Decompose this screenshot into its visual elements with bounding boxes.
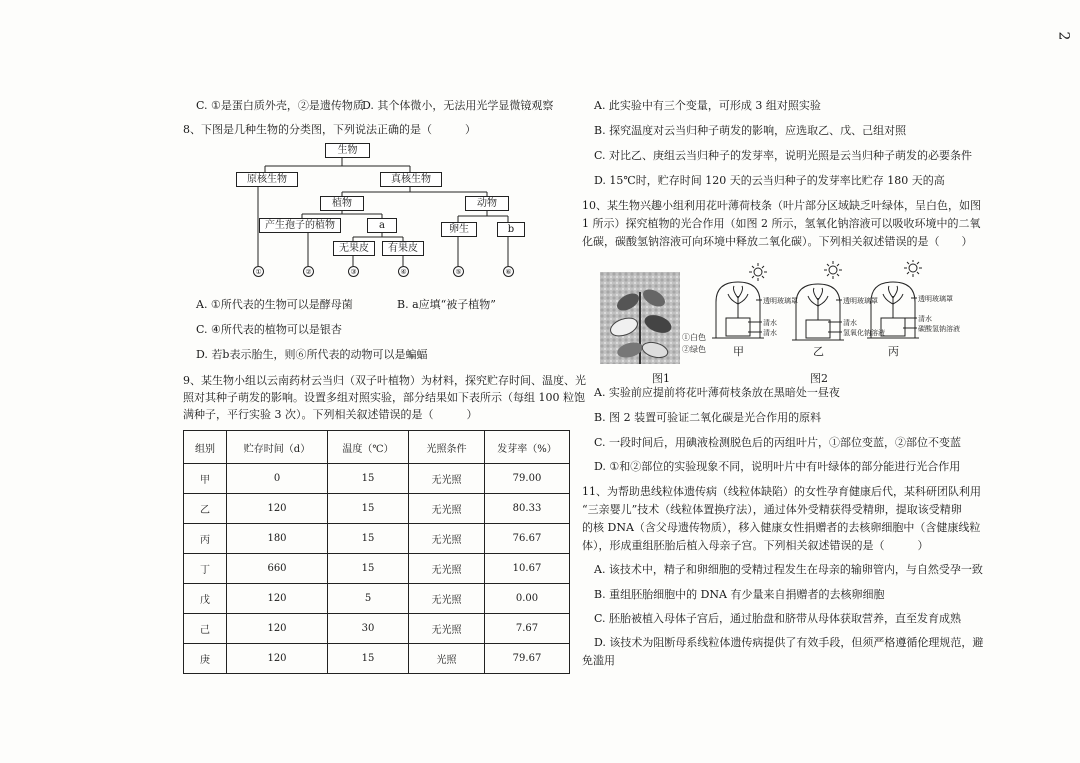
table-header: 温度（℃）: [328, 431, 409, 464]
table-cell: 15: [328, 644, 409, 674]
q11-option-d-line-2: 免滥用: [582, 654, 615, 667]
q9-option-d: D. 15℃时，贮存时间 120 天的云当归种子的发芽率比贮存 180 天的高: [594, 174, 945, 187]
tree-leaf-4: ④: [398, 266, 409, 277]
table-row: [184, 464, 570, 494]
fig2-caption: 图2: [810, 372, 828, 385]
q11-option-b: B. 重组胚胎细胞中的 DNA 有少量来自捐赠者的去核卵细胞: [594, 588, 885, 601]
jar3-label-glass: 透明玻璃罩: [918, 295, 953, 303]
table-cell: 乙: [184, 494, 227, 524]
table-cell: 7.67: [485, 614, 570, 644]
table-cell: 15: [328, 524, 409, 554]
q10-option-b: B. 图 2 装置可验证二氧化碳是光合作用的原料: [594, 411, 822, 424]
table-cell: 无光照: [409, 464, 485, 494]
table-cell: 79.00: [485, 464, 570, 494]
tree-leaf-3: ③: [348, 266, 359, 277]
q11-option-c: C. 胚胎被植入母体子宫后，通过胎盘和脐带从母体获取营养，直至发育成熟: [594, 612, 962, 625]
tree-leaf-1: ①: [253, 266, 264, 277]
table-cell: 0.00: [485, 584, 570, 614]
tree-leaf-2: ②: [303, 266, 314, 277]
q10-option-a: A. 实验前应提前将花叶薄荷枝条放在黑暗处一昼夜: [594, 386, 840, 399]
jar3-label-water: 清水: [918, 315, 932, 323]
table-cell: 180: [227, 524, 328, 554]
q10-stem-line-3: 化碳，碳酸氢钠溶液可向环境中释放二氧化碳）。下列相关叙述错误的是（ ）: [582, 235, 973, 248]
q10-option-c: C. 一段时间后，用碘液检测脱色后的丙组叶片，①部位变蓝，②部位不变蓝: [594, 436, 962, 449]
table-row: [184, 614, 570, 644]
table-cell: 甲: [184, 464, 227, 494]
fig1-label-green: ②绿色: [682, 345, 706, 354]
q9-stem-line-1: 9、某生物小组以云南药材云当归（双子叶植物）为材料，探究贮存时间、温度、光: [183, 374, 586, 387]
q11-option-d-line-1: D. 该技术为阻断母系线粒体遗传病提供了有效手段，但须严格遵循伦理规范，避: [594, 636, 984, 649]
table-header: 发芽率（%）: [485, 431, 570, 464]
q9-option-b: B. 探究温度对云当归种子萌发的影响，应选取乙、戊、己组对照: [594, 124, 907, 137]
table-cell: 30: [328, 614, 409, 644]
table-cell: 0: [227, 464, 328, 494]
q9-stem-line-2: 照对其种子萌发的影响。设置多组对照实验，部分结果如下表所示（每组 100 粒饱: [183, 391, 585, 404]
table-row: [184, 584, 570, 614]
table-header: 光照条件: [409, 431, 485, 464]
jar-label-jia: 甲: [733, 345, 744, 358]
table-header: 组别: [184, 431, 227, 464]
tree-prokaryote: 原核生物: [236, 172, 298, 187]
q11-option-a: A. 该技术中，精子和卵细胞的受精过程发生在母亲的输卵管内，与自然受孕一致: [594, 563, 983, 576]
table-cell: 15: [328, 464, 409, 494]
sun-icon: [824, 261, 842, 279]
sun-icon: [749, 263, 767, 281]
sun-icon: [904, 260, 922, 277]
jar3-label-nahco3: 碳酸氢钠溶液: [918, 325, 960, 333]
tree-leaf-6: ⑥: [503, 266, 514, 277]
tree-fruit-coat: 有果皮: [382, 241, 424, 256]
tree-animal: 动物: [465, 196, 509, 211]
table-cell: 120: [227, 584, 328, 614]
q10-option-d: D. ①和②部位的实验现象不同，说明叶片中有叶绿体的部分能进行光合作用: [594, 460, 961, 473]
mint-branch-image: [600, 272, 680, 364]
fig1-caption: 图1: [652, 372, 670, 385]
table-cell: 120: [227, 494, 328, 524]
table-cell: 戊: [184, 584, 227, 614]
table-header: 贮存时间（d）: [227, 431, 328, 464]
q7-option-c: C. ①是蛋白质外壳，②是遗传物质: [196, 99, 364, 112]
jar1-label-water2: 清水: [763, 329, 777, 337]
table-cell: 无光照: [409, 584, 485, 614]
table-cell: 660: [227, 554, 328, 584]
q8-option-d: D. 若b表示胎生，则⑥所代表的动物可以是蝙蝠: [196, 348, 428, 361]
q8-stem: 8、下图是几种生物的分类图，下列说法正确的是（ ）: [183, 123, 476, 136]
tree-spore-plant: 产生孢子的植物: [259, 218, 341, 233]
q7-option-d: D. 其个体微小，无法用光学显微镜观察: [362, 99, 554, 112]
q11-stem-line-1: 11、为帮助患线粒体遗传病（线粒体缺陷）的女性孕育健康后代，某科研团队利用: [582, 485, 981, 498]
table-cell: 10.67: [485, 554, 570, 584]
fig1-label-white: ①白色: [682, 333, 706, 342]
table-cell: 15: [328, 494, 409, 524]
table-cell: 15: [328, 554, 409, 584]
q10-stem-line-2: 1 所示）探究植物的光合作用（如图 2 所示，氢氧化钠溶液可以吸收环境中的二氧: [582, 217, 981, 230]
q10-stem-line-1: 10、某生物兴趣小组利用花叶薄荷枝条（叶片部分区域缺乏叶绿体，呈白色，如图: [582, 199, 981, 212]
tree-no-fruit-coat: 无果皮: [333, 241, 375, 256]
tree-leaf-5: ⑤: [453, 266, 464, 277]
page-number: 2: [1055, 31, 1072, 41]
table-cell: 5: [328, 584, 409, 614]
jar1-label-glass: 透明玻璃罩: [763, 297, 798, 305]
tree-b: b: [497, 222, 525, 237]
q8-option-c: C. ④所代表的植物可以是银杏: [196, 323, 342, 336]
table-cell: 丁: [184, 554, 227, 584]
jar-label-bing: 丙: [888, 345, 899, 358]
table-cell: 120: [227, 644, 328, 674]
jar2-label-naoh: 氢氧化钠溶液: [843, 329, 885, 337]
q9-option-a: A. 此实验中有三个变量，可形成 3 组对照实验: [594, 99, 821, 112]
tree-root: 生物: [325, 143, 370, 158]
q8-option-a: A. ①所代表的生物可以是酵母菌: [196, 298, 353, 311]
jar2-label-water: 清水: [843, 319, 857, 327]
q11-stem-line-2: “三亲婴儿”技术（线粒体置换疗法），通过体外受精获得受精卵，提取该受精卵: [582, 503, 962, 516]
table-cell: 120: [227, 614, 328, 644]
jar2-label-glass: 透明玻璃罩: [843, 297, 878, 305]
table-cell: 庚: [184, 644, 227, 674]
jar1-label-water1: 清水: [763, 319, 777, 327]
q11-stem-line-3: 的核 DNA（含父母遗传物质），移入健康女性捐赠者的去核卵细胞中（含健康线粒: [582, 521, 981, 534]
table-cell: 无光照: [409, 614, 485, 644]
table-cell: 无光照: [409, 524, 485, 554]
q9-stem-line-3: 满种子，平行实验 3 次）。下列相关叙述错误的是（ ）: [183, 408, 478, 421]
table-row: [184, 524, 570, 554]
table-header-row: [184, 431, 570, 464]
table-cell: 76.67: [485, 524, 570, 554]
table-cell: 己: [184, 614, 227, 644]
table-cell: 丙: [184, 524, 227, 554]
tree-oviparous: 卵生: [441, 222, 477, 237]
table-cell: 79.67: [485, 644, 570, 674]
table-row: [184, 644, 570, 674]
jar-label-yi: 乙: [813, 345, 824, 358]
table-cell: 无光照: [409, 554, 485, 584]
q8-option-b: B. a应填“被子植物”: [397, 298, 496, 311]
bell-jar-apparatus: [708, 260, 958, 350]
tree-eukaryote: 真核生物: [380, 172, 442, 187]
tree-a: a: [367, 218, 397, 233]
table-row: [184, 554, 570, 584]
table-cell: 80.33: [485, 494, 570, 524]
table-cell: 光照: [409, 644, 485, 674]
tree-plant: 植物: [320, 196, 364, 211]
q11-stem-line-4: 体），形成重组胚胎后植入母亲子宫。下列相关叙述错误的是（ ）: [582, 539, 929, 552]
table-row: [184, 494, 570, 524]
q9-option-c: C. 对比乙、庚组云当归种子的发芽率，说明光照是云当归种子萌发的必要条件: [594, 149, 973, 162]
q9-data-table: [183, 430, 570, 674]
table-cell: 无光照: [409, 494, 485, 524]
